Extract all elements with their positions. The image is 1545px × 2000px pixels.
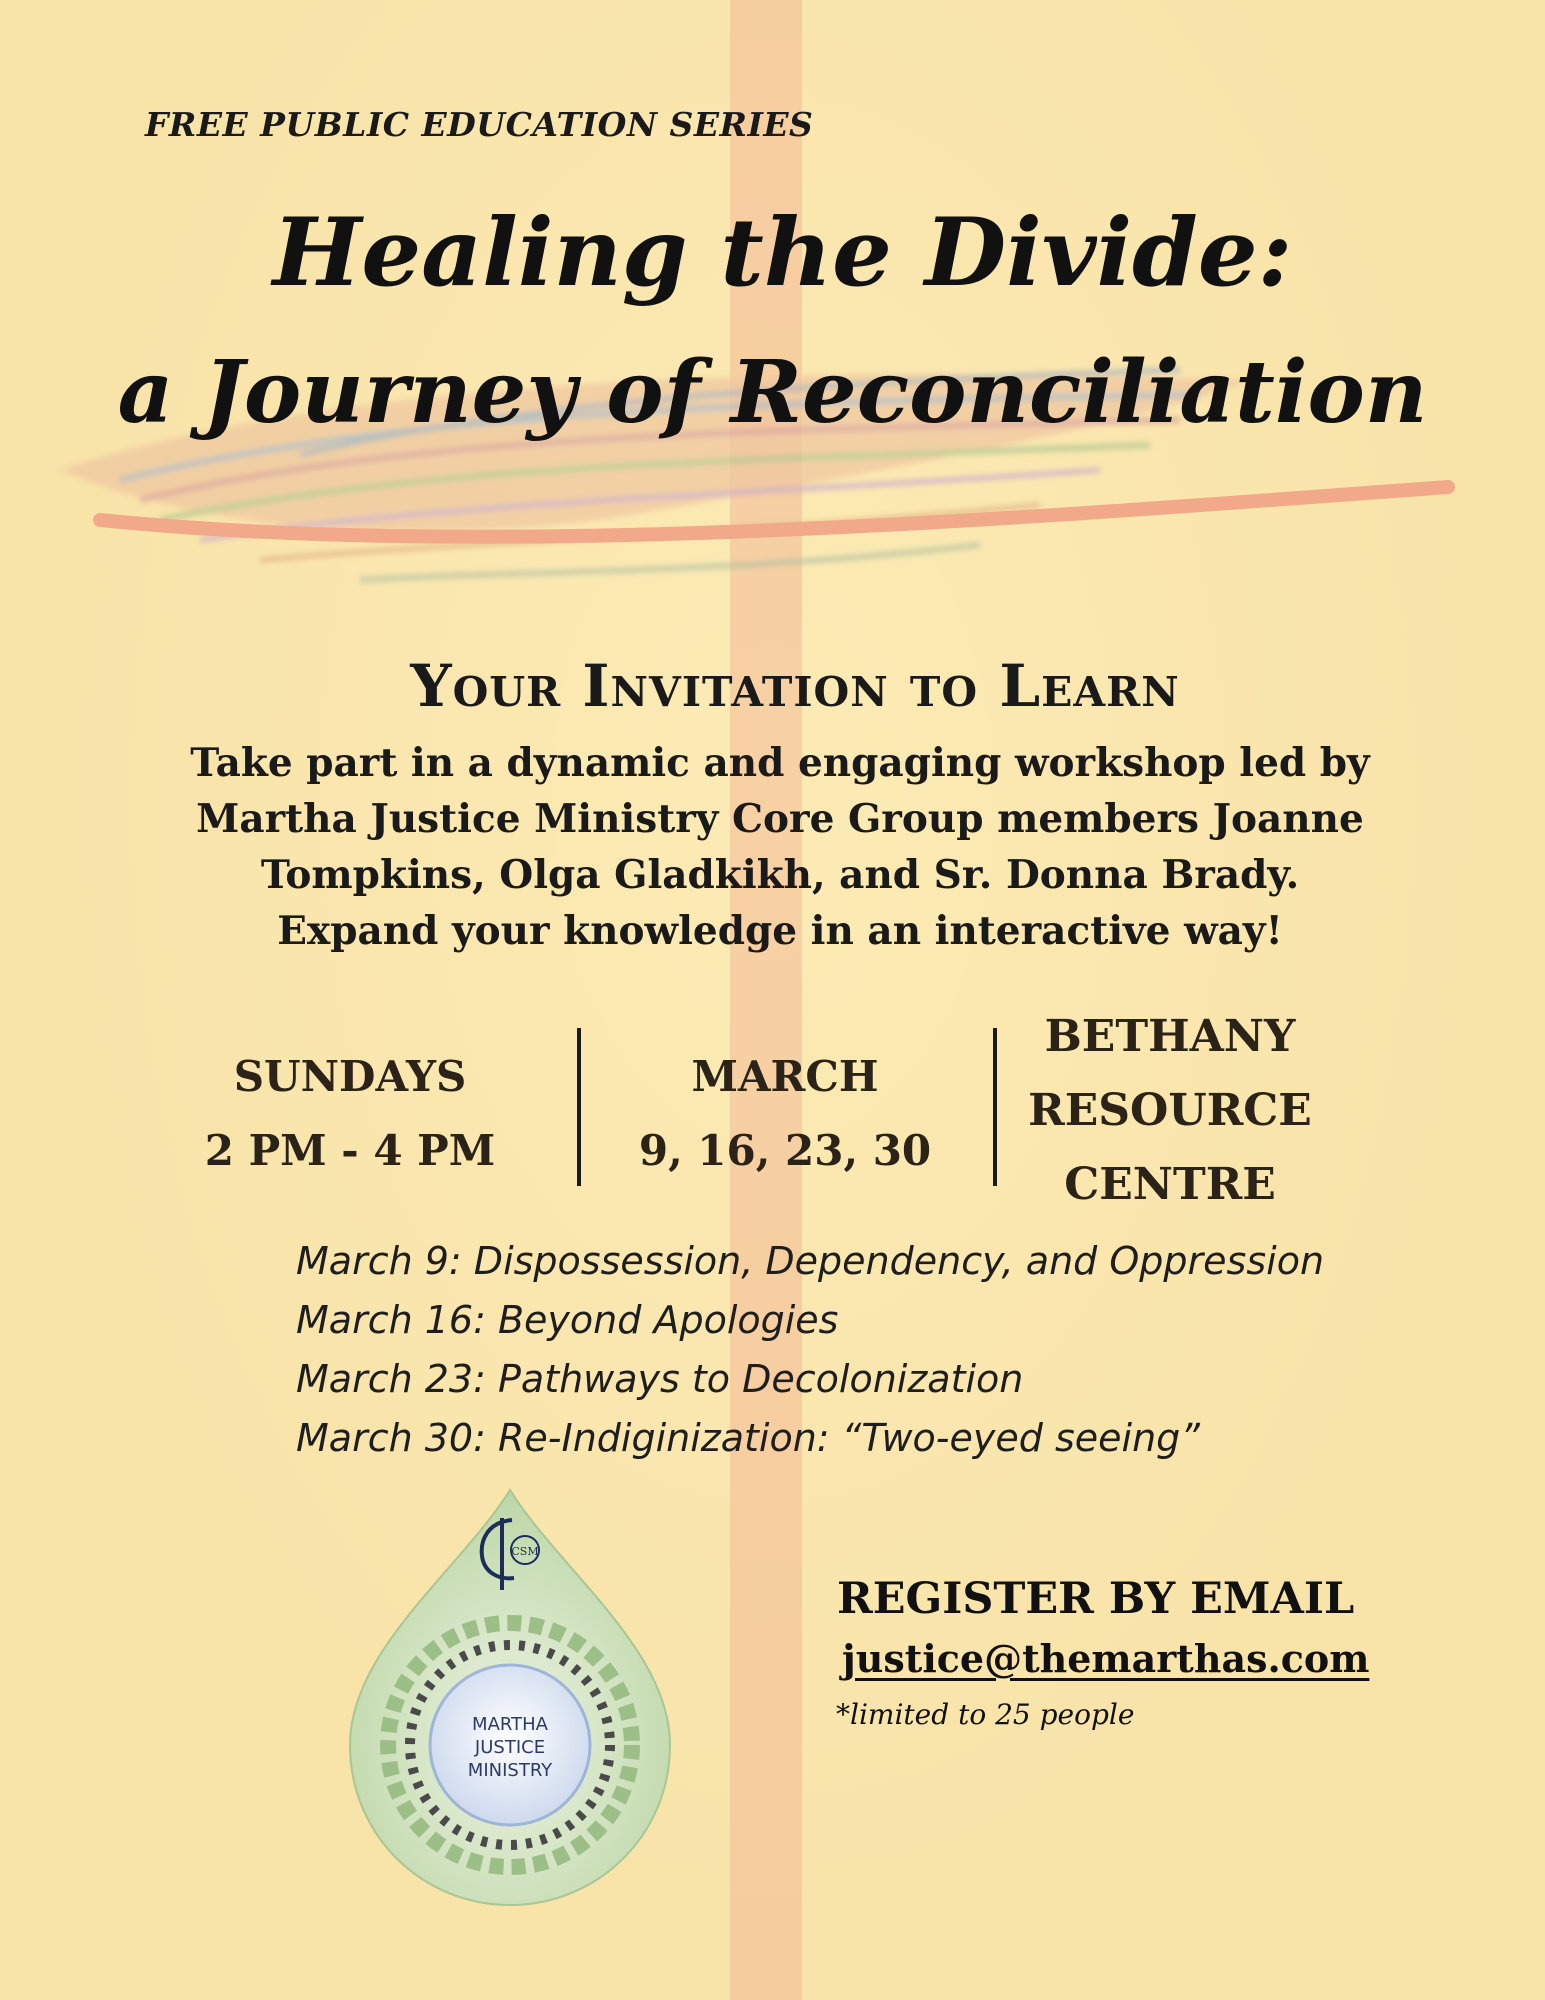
- registration-email-link[interactable]: justice@themarthas.com: [842, 1636, 1370, 1681]
- description-line: Take part in a dynamic and engaging workshop led by: [190, 740, 1370, 786]
- logo-text: JUSTICE: [474, 1737, 546, 1758]
- schedule-divider: [577, 1028, 581, 1186]
- description-line: Martha Justice Ministry Core Group members Joanne: [196, 796, 1364, 842]
- series-label: FREE PUBLIC EDUCATION SERIES: [145, 105, 814, 144]
- session-item: March 16: Beyond Apologies: [296, 1298, 839, 1342]
- page-subtitle: a Journey of Reconciliation: [117, 342, 1428, 443]
- description-line: Expand your knowledge in an interactive way!: [277, 908, 1283, 954]
- logo-text: MARTHA: [472, 1714, 548, 1735]
- register-heading: REGISTER BY EMAIL: [837, 1574, 1355, 1624]
- schedule-day-time: [190, 1040, 510, 1188]
- location-line: BETHANY: [1044, 1011, 1296, 1062]
- schedule-month: MARCH: [691, 1052, 879, 1101]
- martha-justice-ministry-logo: [330, 1480, 690, 1920]
- capacity-note: *limited to 25 people: [836, 1698, 1135, 1731]
- location-line: RESOURCE: [1028, 1085, 1312, 1136]
- session-list: [296, 1232, 1324, 1468]
- page-title: Healing the Divide:: [272, 198, 1293, 308]
- schedule-dates: 9, 16, 23, 30: [638, 1126, 932, 1175]
- schedule-location: [1010, 1000, 1330, 1222]
- schedule-month-dates: [625, 1040, 945, 1188]
- session-item: March 30: Re-Indiginization: “Two-eyed seeing”: [296, 1416, 1200, 1460]
- session-item: March 9: Dispossession, Dependency, and Oppression: [296, 1239, 1325, 1283]
- location-line: CENTRE: [1064, 1159, 1276, 1210]
- description-line: Tompkins, Olga Gladkikh, and Sr. Donna Brady.: [260, 852, 1300, 898]
- schedule-divider: [993, 1028, 997, 1186]
- schedule-time: 2 PM - 4 PM: [204, 1126, 496, 1175]
- invitation-heading: Your Invitation to Learn: [410, 652, 1180, 720]
- csm-monogram-text: CSM: [511, 1545, 539, 1558]
- session-item: March 23: Pathways to Decolonization: [296, 1357, 1024, 1401]
- schedule-day: SUNDAYS: [233, 1052, 467, 1101]
- invitation-description: [60, 735, 1500, 959]
- logo-text: MINISTRY: [467, 1760, 553, 1781]
